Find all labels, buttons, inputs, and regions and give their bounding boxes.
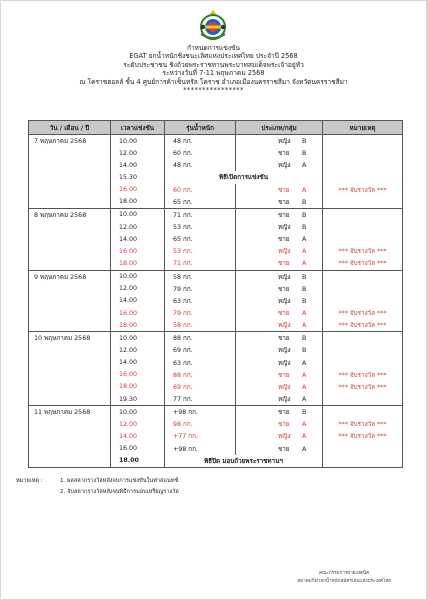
table-row xyxy=(29,159,403,171)
date-cell xyxy=(29,159,111,171)
note-cell: *** จับรางวัล *** xyxy=(323,418,403,430)
event-level: ระดับประชาชน ชิงถ้วยพระราชทานพระบาทสมเด็จพระเจ้าอยู่หัว xyxy=(123,60,304,69)
weight-cell: 63 กก. xyxy=(165,295,236,307)
table-row xyxy=(29,406,403,419)
category-cell xyxy=(236,221,323,233)
time-cell: 14.00 xyxy=(111,357,165,369)
category-cell xyxy=(236,307,323,319)
weight-cell: 98 กก. xyxy=(165,418,236,430)
category-cell xyxy=(236,406,323,419)
table-row xyxy=(29,171,403,183)
date-cell xyxy=(29,357,111,369)
note-cell xyxy=(323,443,403,455)
group-label: B xyxy=(302,138,307,146)
category-cell xyxy=(236,135,323,148)
gender-label: หญิง xyxy=(278,347,291,355)
table-row xyxy=(29,455,403,468)
category-cell xyxy=(236,196,323,209)
weight-cell: 65 กก. xyxy=(165,233,236,245)
category-cell xyxy=(236,147,323,159)
gender-label: ชาย xyxy=(278,285,290,293)
gender-label: หญิง xyxy=(278,248,291,256)
table-row xyxy=(29,245,403,257)
time-cell: 10.00 xyxy=(111,270,165,283)
date-cell xyxy=(29,443,111,455)
category-cell xyxy=(236,257,323,270)
group-label: B xyxy=(302,150,307,158)
note-cell xyxy=(323,171,403,183)
col-header-weight: รุ่นน้ำหนัก xyxy=(165,121,236,135)
gender-label: หญิง xyxy=(278,224,291,232)
note-cell xyxy=(323,221,403,233)
remarks xyxy=(16,476,179,498)
weight-cell: 53 กก. xyxy=(165,221,236,233)
table-row xyxy=(29,270,403,283)
gender-label: ชาย xyxy=(278,186,290,194)
category-cell xyxy=(236,381,323,393)
footer-association: สมาคมกีฬายกน้ำหนักสมัครเล่นแห่งประเทศไทย xyxy=(297,578,391,584)
table-row xyxy=(29,357,403,369)
time-cell: 15.30 xyxy=(111,171,165,183)
category-cell xyxy=(236,245,323,257)
event-venue: ณ โคราชฮอลล์ ชั้น 4 ศูนย์การค้าเซ็นทรัล โคราช อำเภอเมืองนครราชสีมา จังหวัดนครราชสีมา xyxy=(79,77,348,86)
time-cell: 18.00 xyxy=(111,381,165,393)
group-label: A xyxy=(302,322,307,330)
group-label: A xyxy=(302,248,307,256)
time-cell: 14.00 xyxy=(111,430,165,442)
time-cell: 10.00 xyxy=(111,135,165,148)
group-label: A xyxy=(302,236,307,244)
note-cell: *** จับรางวัล *** xyxy=(323,319,403,332)
gender-label: หญิง xyxy=(278,322,291,330)
time-cell: 12.00 xyxy=(111,221,165,233)
time-cell: 10.00 xyxy=(111,406,165,419)
gender-label: ชาย xyxy=(278,310,290,318)
gender-label: หญิง xyxy=(278,359,291,367)
table-row xyxy=(29,307,403,319)
table-row xyxy=(29,233,403,245)
category-cell xyxy=(236,184,323,196)
weight-cell: 71 กก. xyxy=(165,208,236,221)
gender-label: ชาย xyxy=(278,335,290,343)
group-label: B xyxy=(302,347,307,355)
weight-cell: 79 กก. xyxy=(165,283,236,295)
footer-committee: คณะกรรมการฝ่ายเทคนิค xyxy=(319,571,370,576)
table-row xyxy=(29,295,403,307)
category-cell xyxy=(236,208,323,221)
date-cell xyxy=(29,307,111,319)
header-stars: **************** xyxy=(183,86,244,95)
weight-cell: 58 กก. xyxy=(165,319,236,332)
date-cell xyxy=(29,257,111,270)
note-cell xyxy=(323,295,403,307)
group-label: B xyxy=(302,224,307,232)
group-label: B xyxy=(302,273,307,281)
category-cell xyxy=(236,233,323,245)
date-cell xyxy=(29,233,111,245)
time-cell: 16.00 xyxy=(111,443,165,455)
time-cell: 16.00 xyxy=(111,307,165,319)
weight-cell: +98 กก. xyxy=(165,443,236,455)
note-cell: *** จับรางวัล *** xyxy=(323,307,403,319)
group-label: B xyxy=(302,285,307,293)
col-header-note: หมายเหตุ xyxy=(323,121,403,135)
date-cell xyxy=(29,344,111,356)
date-cell xyxy=(29,393,111,406)
note-cell: *** จับรางวัล *** xyxy=(323,257,403,270)
note-cell xyxy=(323,135,403,148)
date-cell xyxy=(29,184,111,196)
group-label: A xyxy=(302,260,307,268)
table-row xyxy=(29,393,403,406)
schedule-title: กำหนดการแข่งขัน xyxy=(186,44,241,52)
note-cell xyxy=(323,332,403,345)
date-cell xyxy=(29,430,111,442)
weight-cell: 48 กก. xyxy=(165,159,236,171)
weight-cell: 53 กก. xyxy=(165,245,236,257)
weight-cell: 48 กก. xyxy=(165,135,236,148)
weight-cell: 71 กก. xyxy=(165,257,236,270)
category-cell xyxy=(236,283,323,295)
table-row xyxy=(29,135,403,148)
note-cell xyxy=(323,270,403,283)
group-label: A xyxy=(302,421,307,429)
date-cell xyxy=(29,171,111,183)
table-row xyxy=(29,257,403,270)
date-cell: 11 พฤษภาคม 2568 xyxy=(29,406,111,419)
note-cell xyxy=(323,357,403,369)
gender-label: หญิง xyxy=(278,396,291,404)
weight-cell: 69 กก. xyxy=(165,381,236,393)
group-label: A xyxy=(302,162,307,170)
date-cell xyxy=(29,381,111,393)
time-cell: 14.00 xyxy=(111,295,165,307)
table-row xyxy=(29,332,403,345)
note-cell xyxy=(323,233,403,245)
gender-label: หญิง xyxy=(278,162,291,170)
table-row xyxy=(29,147,403,159)
time-cell: 14.00 xyxy=(111,233,165,245)
weight-cell: 60 กก. xyxy=(165,184,236,196)
date-cell xyxy=(29,245,111,257)
time-cell: 16.00 xyxy=(111,369,165,381)
weight-cell: 77 กก. xyxy=(165,393,236,406)
note-cell: *** จับรางวัล *** xyxy=(323,381,403,393)
table-row xyxy=(29,208,403,221)
group-label: A xyxy=(302,445,307,453)
note-cell xyxy=(323,196,403,209)
col-header-time: เวลาแข่งขัน xyxy=(111,121,165,135)
table-row xyxy=(29,196,403,209)
col-header-date: วัน / เดือน / ปี xyxy=(29,121,111,135)
date-cell xyxy=(29,196,111,209)
category-cell xyxy=(236,430,323,442)
table-row xyxy=(29,430,403,442)
schedule-body xyxy=(29,135,403,468)
category-cell xyxy=(236,369,323,381)
weight-cell: 58 กก. xyxy=(165,270,236,283)
group-label: B xyxy=(302,198,307,206)
date-cell xyxy=(29,418,111,430)
gender-label: หญิง xyxy=(278,383,291,391)
time-cell: 16.00 xyxy=(111,184,165,196)
table-row xyxy=(29,221,403,233)
col-header-category: ประเภท/กลุ่ม xyxy=(236,121,323,135)
association-emblem-icon xyxy=(196,8,230,42)
gender-label: ชาย xyxy=(278,371,290,379)
gender-label: หญิง xyxy=(278,297,291,305)
footer-signature xyxy=(297,570,391,585)
group-label: A xyxy=(302,383,307,391)
group-label: A xyxy=(302,186,307,194)
time-cell: 16.00 xyxy=(111,245,165,257)
table-row xyxy=(29,381,403,393)
group-label: B xyxy=(302,297,307,305)
weight-cell: 88 กก. xyxy=(165,332,236,345)
date-cell: 9 พฤษภาคม 2568 xyxy=(29,270,111,283)
time-cell: 10.00 xyxy=(111,332,165,345)
gender-label: ชาย xyxy=(278,409,290,417)
event-dates: ระหว่างวันที่ 7-11 พฤษภาคม 2568 xyxy=(162,69,265,78)
date-cell xyxy=(29,369,111,381)
date-cell xyxy=(29,455,111,468)
date-cell: 7 พฤษภาคม 2568 xyxy=(29,135,111,148)
category-cell xyxy=(236,443,323,455)
note-cell: *** จับรางวัล *** xyxy=(323,369,403,381)
table-row xyxy=(29,344,403,356)
gender-label: หญิง xyxy=(278,273,291,281)
document-header xyxy=(0,44,427,94)
group-label: A xyxy=(302,371,307,379)
date-cell: 8 พฤษภาคม 2568 xyxy=(29,208,111,221)
weight-cell: 60 กก. xyxy=(165,147,236,159)
time-cell: 10.00 xyxy=(111,208,165,221)
weight-cell: +77 กก. xyxy=(165,430,236,442)
ceremony-cell: พิธีเปิดการแข่งขัน xyxy=(165,171,323,183)
time-cell: 18.00 xyxy=(111,319,165,332)
group-label: B xyxy=(302,211,307,219)
note-cell: *** จับรางวัล *** xyxy=(323,184,403,196)
category-cell xyxy=(236,295,323,307)
table-row xyxy=(29,418,403,430)
weight-cell: 88 กก. xyxy=(165,369,236,381)
table-row xyxy=(29,369,403,381)
note-cell xyxy=(323,406,403,419)
note-cell xyxy=(323,147,403,159)
group-label: A xyxy=(302,396,307,404)
category-cell xyxy=(236,344,323,356)
date-cell xyxy=(29,283,111,295)
note-cell xyxy=(323,455,403,468)
gender-label: ชาย xyxy=(278,260,290,268)
gender-label: ชาย xyxy=(278,236,290,244)
time-cell: 18.00 xyxy=(111,455,165,468)
group-label: A xyxy=(302,433,307,441)
table-row xyxy=(29,283,403,295)
table-header-row xyxy=(29,121,403,135)
weight-cell: 65 กก. xyxy=(165,196,236,209)
gender-label: ชาย xyxy=(278,211,290,219)
table-row xyxy=(29,319,403,332)
date-cell: 10 พฤษภาคม 2568 xyxy=(29,332,111,345)
note-cell xyxy=(323,344,403,356)
date-cell xyxy=(29,221,111,233)
note-cell: *** จับรางวัล *** xyxy=(323,430,403,442)
weight-cell: 69 กก. xyxy=(165,344,236,356)
gender-label: ชาย xyxy=(278,198,290,206)
time-cell: 14.00 xyxy=(111,159,165,171)
group-label: B xyxy=(302,409,307,417)
date-cell xyxy=(29,147,111,159)
category-cell xyxy=(236,319,323,332)
time-cell: 18.00 xyxy=(111,196,165,209)
time-cell: 12.00 xyxy=(111,344,165,356)
date-cell xyxy=(29,319,111,332)
gender-label: หญิง xyxy=(278,138,291,146)
weight-cell: 79 กก. xyxy=(165,307,236,319)
category-cell xyxy=(236,159,323,171)
table-row xyxy=(29,184,403,196)
weight-cell: +98 กก. xyxy=(165,406,236,419)
note-cell: *** จับรางวัล *** xyxy=(323,245,403,257)
weight-cell: 63 กก. xyxy=(165,357,236,369)
ceremony-cell: พิธีปิด มอบถ้วยพระราชทานฯ xyxy=(165,455,323,468)
gender-label: ชาย xyxy=(278,445,290,453)
remark-1: 1. ผลสลากรางวัลหลังจบการแข่งขันในท่าสแนทช์ xyxy=(60,478,179,484)
note-cell xyxy=(323,393,403,406)
category-cell xyxy=(236,270,323,283)
remark-2: 2. จับสลากรางวัลหลังจบพิธีการมอบเหรียญรางวัล xyxy=(60,489,179,495)
note-cell xyxy=(323,159,403,171)
gender-label: ชาย xyxy=(278,150,290,158)
group-label: A xyxy=(302,310,307,318)
date-cell xyxy=(29,295,111,307)
category-cell xyxy=(236,332,323,345)
group-label: B xyxy=(302,335,307,343)
time-cell: 19.30 xyxy=(111,393,165,406)
category-cell xyxy=(236,418,323,430)
gender-label: หญิง xyxy=(278,433,291,441)
time-cell: 12.00 xyxy=(111,147,165,159)
group-label: A xyxy=(302,359,307,367)
time-cell: 12.00 xyxy=(111,418,165,430)
note-cell xyxy=(323,208,403,221)
note-cell xyxy=(323,283,403,295)
category-cell xyxy=(236,357,323,369)
schedule-table xyxy=(28,120,403,468)
time-cell: 18.00 xyxy=(111,257,165,270)
gender-label: ชาย xyxy=(278,421,290,429)
remarks-label: หมายเหตุ : xyxy=(16,478,43,484)
table-row xyxy=(29,443,403,455)
event-name: EGAT ยกน้ำหนักชิงชนะเลิศแห่งประเทศไทย ประจำปี 2568 xyxy=(129,52,298,61)
time-cell: 12.00 xyxy=(111,283,165,295)
category-cell xyxy=(236,393,323,406)
